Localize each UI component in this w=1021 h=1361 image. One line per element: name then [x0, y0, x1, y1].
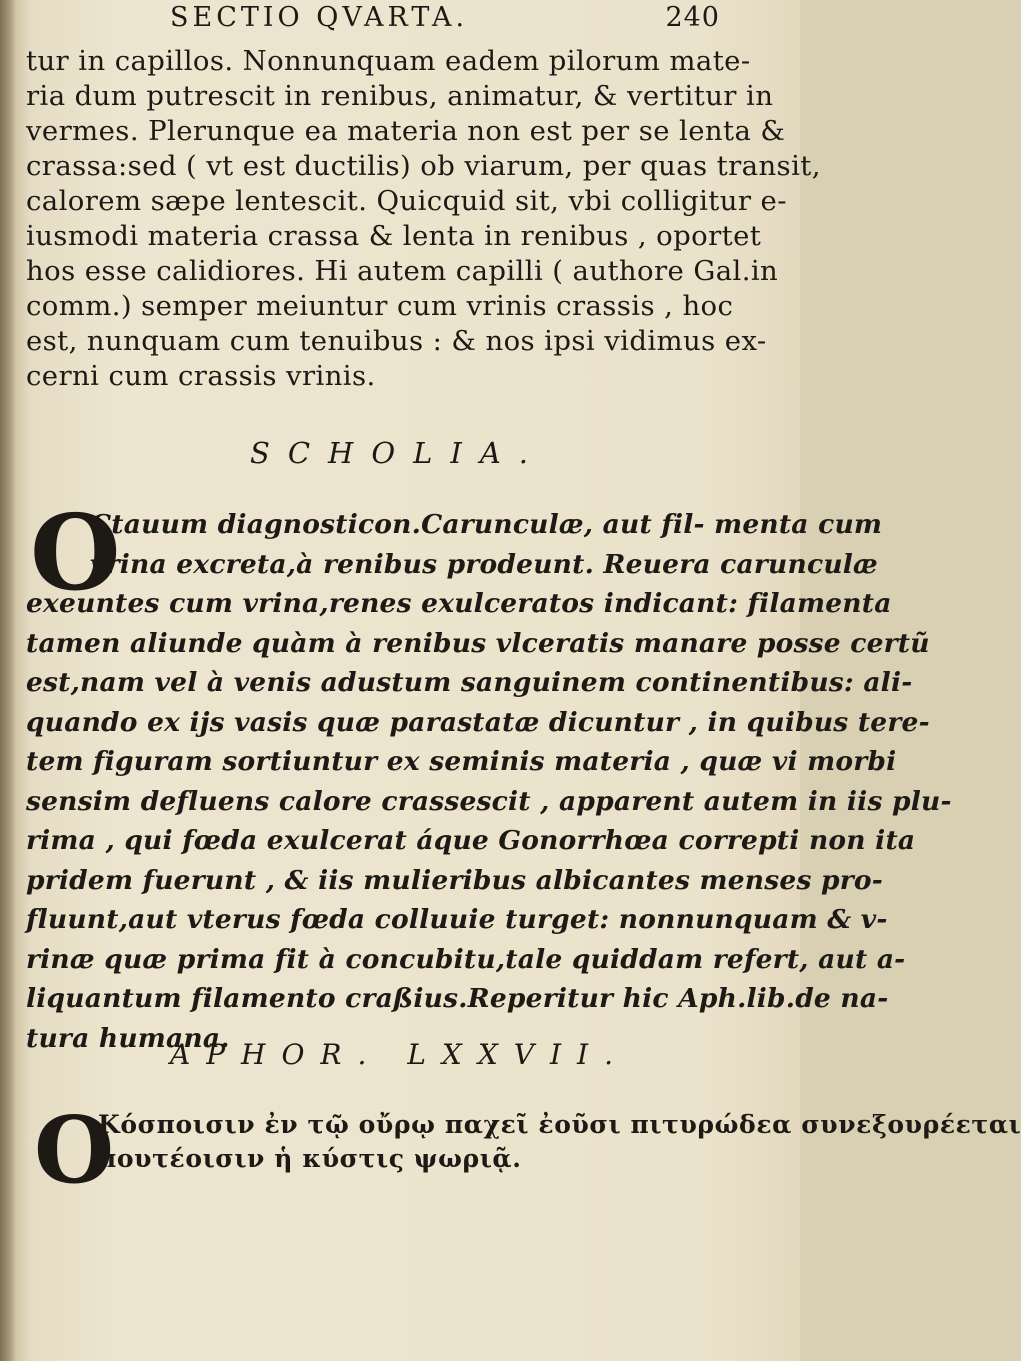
- main-paragraph: [26, 44, 821, 394]
- text-line: est, nunquam cum tenuibus : & nos ipsi vidimus ex-: [26, 325, 767, 357]
- text-line: liquantum filamento craßius.Reperitur hic Aph.lib.de na-: [26, 983, 889, 1014]
- text-line: quando ex ijs vasis quæ parastatæ dicuntur , in quibus tere-: [26, 706, 930, 738]
- greek-text-line: Κόσποισιν ἐν τῷ οὔρῳ παχεῖ ἐοῦσι πιτυρώδεα συνεξουρέεται: [98, 1110, 1021, 1139]
- aphorism-paragraph: [26, 1096, 1021, 1204]
- text-line: tem figuram sortiuntur ex seminis materia , quæ vi morbi: [26, 746, 897, 777]
- text-line: vermes. Plerunque ea materia non est per se lenta &: [26, 115, 786, 147]
- text-line: Ctauum diagnosticon.Carunculæ, aut fil- menta cum: [90, 509, 883, 540]
- text-line: calorem sæpe lentescit. Quicquid sit, vbi colligitur e-: [26, 185, 787, 217]
- text-line: comm.) semper meiuntur cum vrinis crassis , hoc: [26, 290, 734, 322]
- scholia-paragraph: [26, 491, 952, 1058]
- text-line: pridem fuerunt , & iis mulieribus albicantes menses pro-: [26, 864, 883, 896]
- text-line: crassa:sed ( vt est ductilis) ob viarum, per quas transit,: [26, 150, 821, 182]
- text-line: hos esse calidiores. Hi autem capilli ( authore Gal.in: [26, 255, 779, 287]
- section-title: SECTIO QVARTA.: [170, 2, 469, 33]
- scholia-heading: SCHOLIA.: [250, 436, 546, 470]
- text-line: ria dum putrescit in renibus, animatur, & vertitur in: [26, 80, 774, 112]
- text-line: sensim defluens calore crassescit , apparent autem in iis plu-: [26, 785, 952, 817]
- text-line: tura humana.: [26, 1022, 230, 1054]
- greek-text-line: πουτέοισιν ἡ κύστις ψωριᾷ.: [98, 1144, 522, 1173]
- aphorism-dropcap: O: [34, 1096, 115, 1204]
- text-line: vrina excreta,à renibus prodeunt. Reuera carunculæ: [90, 548, 878, 580]
- scholia-dropcap: O: [30, 491, 121, 614]
- text-line: exeuntes cum vrina,renes exulceratos indicant: filamenta: [26, 588, 892, 619]
- text-line: est,nam vel à venis adustum sanguinem continentibus: ali-: [26, 667, 913, 698]
- text-line: tur in capillos. Nonnunquam eadem pilorum mate-: [26, 45, 751, 77]
- page-number: 240: [665, 2, 720, 33]
- page-gutter: [0, 0, 16, 1361]
- text-line: cerni cum crassis vrinis.: [26, 360, 376, 392]
- text-line: iusmodi materia crassa & lenta in renibus , oportet: [26, 220, 762, 252]
- text-line: rima , qui fœda exulcerat áque Gonorrhœa correpti non ita: [26, 825, 916, 856]
- running-header: [160, 2, 720, 36]
- aphorism-heading: APHOR. LXXVII.: [170, 1038, 630, 1071]
- text-line: rinæ quæ prima fit à concubitu,tale quiddam refert, aut a-: [26, 943, 906, 975]
- text-line: tamen aliunde quàm à renibus vlceratis manare posse certũ: [26, 627, 930, 659]
- text-line: fluunt,aut vterus fœda colluuie turget: nonnunquam & v-: [26, 904, 888, 935]
